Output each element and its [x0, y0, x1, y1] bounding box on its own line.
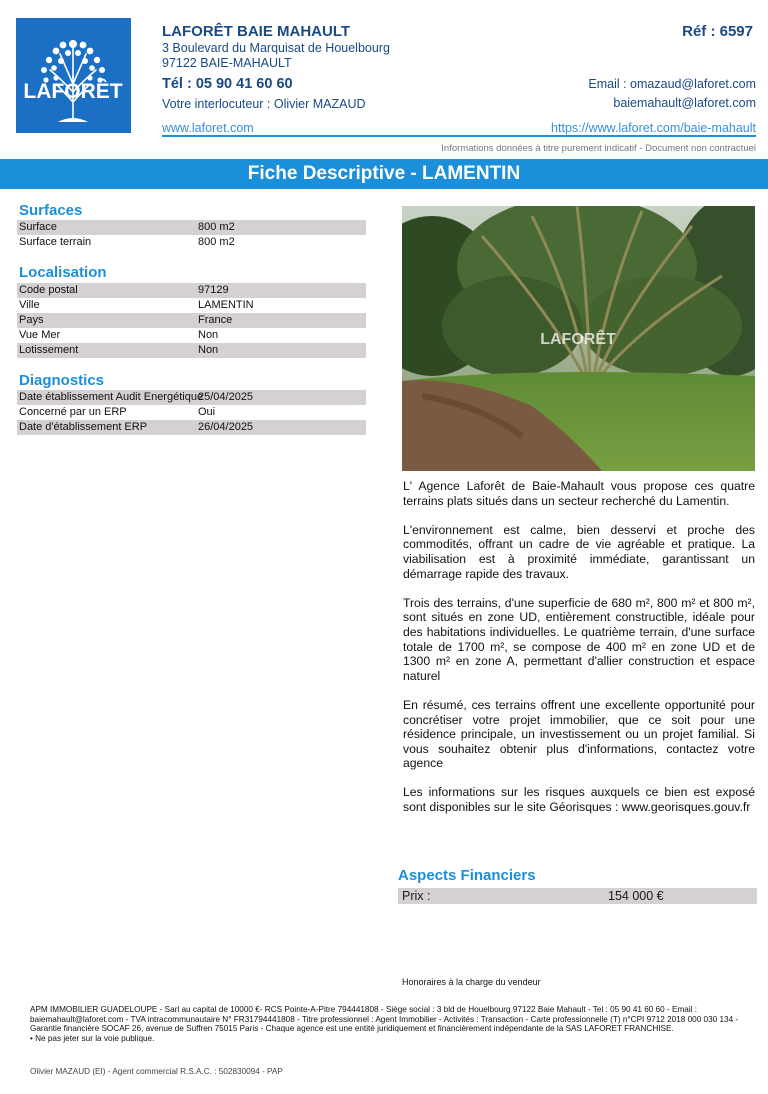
description-paragraph: Les informations sur les risques auxquels ce bien est exposé sont disponibles sur le site Géorisques : www.georisques.gouv.fr: [403, 785, 755, 815]
row-label: Lotissement: [19, 344, 79, 356]
header-divider: [162, 135, 756, 137]
row-value: 97129: [198, 284, 229, 296]
table-row: [17, 328, 366, 343]
contact-person: Votre interlocuteur : Olivier MAZAUD: [162, 97, 366, 111]
table-row: [17, 220, 366, 235]
legal-text: APM IMMOBILIER GUADELOUPE - Sarl au capital de 10000 €- RCS Pointe-A-Pitre 794441808 - Siège social : 3 bld de Houelbourg 97122 Baie Mahault - Tel : 05 90 41 60 60 - Email : baiemahault@laforet.com - TVA intracommunautaire N° FR31794441808 - Titre professionnel : Agent Immobilier - Activités : Transaction - Carte professionnelle (T) n°CPI 9712 2018 000 030 134 - Garantie financière SOCAF 26, avenue de Suffren 75015 Paris - Chaque agence est une entité juridiquement et financièrement indépendante de la SAS LAFORET FRANCHISE.: [30, 1005, 739, 1034]
page-title: Fiche Descriptive - LAMENTIN: [0, 159, 768, 189]
logo-text: LAFORÊT: [23, 80, 123, 103]
row-value: Non: [198, 329, 219, 341]
row-label: Vue Mer: [19, 329, 61, 341]
row-label: Surface terrain: [19, 236, 92, 248]
property-photo-image: [402, 206, 755, 471]
website-link[interactable]: www.laforet.com: [162, 121, 254, 135]
property-photo: [402, 206, 755, 471]
price-value: 154 000 €: [608, 889, 664, 903]
address-line-1: 3 Boulevard du Marquisat de Houelbourg: [162, 41, 390, 55]
row-value: 26/04/2025: [198, 421, 254, 433]
legal-note: • Ne pas jeter sur la voie publique.: [30, 1033, 155, 1043]
row-value: LAMENTIN: [198, 299, 254, 311]
address-line-2: 97122 BAIE-MAHAULT: [162, 56, 292, 70]
price-row: [398, 888, 757, 904]
description-paragraph: L'environnement est calme, bien desservi et proche des commodités, offrant un cadre de vie agréable et pratique. La viabilisation est à proximité immédiate, garantissant un démarrage rapide des travaux.: [403, 522, 755, 581]
diagnostics-title: Diagnostics: [19, 372, 105, 389]
description-paragraph: L' Agence Laforêt de Baie-Mahault vous propose ces quatre terrains plats situés dans un secteur recherché du Lamentin.: [403, 479, 755, 508]
fees-note: Honoraires à la charge du vendeur: [402, 977, 541, 987]
row-label: Ville: [19, 299, 40, 311]
reference-number: Réf : 6597: [682, 23, 753, 40]
row-value: 800 m2: [198, 221, 235, 233]
row-value: 800 m2: [198, 236, 235, 248]
legal-footer: [30, 1005, 742, 1043]
price-label: Prix :: [402, 889, 431, 903]
localisation-title: Localisation: [19, 264, 107, 281]
row-value: 25/04/2025: [198, 391, 254, 403]
row-label: Surface: [19, 221, 57, 233]
agent-line: Olivier MAZAUD (EI) - Agent commercial R.S.A.C. : 502830094 - PAP: [30, 1067, 283, 1076]
email-contact[interactable]: Email : omazaud@laforet.com: [588, 77, 756, 91]
disclaimer: Informations données à titre purement indicatif - Document non contractuel: [441, 143, 756, 154]
row-value: Oui: [198, 406, 216, 418]
laforet-logo: [16, 18, 131, 133]
agency-website-link[interactable]: https://www.laforet.com/baie-mahault: [551, 121, 756, 135]
property-description: [403, 479, 755, 829]
row-label: Concerné par un ERP: [19, 406, 127, 418]
financial-title: Aspects Financiers: [398, 867, 536, 884]
phone-number[interactable]: Tél : 05 90 41 60 60: [162, 76, 293, 92]
table-row: [17, 283, 366, 298]
table-row: [17, 405, 366, 420]
table-row: [17, 298, 366, 313]
row-label: Date d'établissement ERP: [19, 421, 148, 433]
row-value: France: [198, 314, 233, 326]
photo-watermark: LAFORÊT: [540, 331, 616, 348]
row-label: Pays: [19, 314, 44, 326]
description-paragraph: En résumé, ces terrains offrent une excellente opportunité pour concrétiser votre projet immobilier, que ce soit pour une résidence principale, un investissement ou un projet familial. Si vous souhaitez obtenir plus d'informations, contactez votre agence: [403, 697, 755, 771]
row-value: Non: [198, 344, 219, 356]
surfaces-title: Surfaces: [19, 202, 83, 219]
agency-name: LAFORÊT BAIE MAHAULT: [162, 23, 351, 40]
row-label: Code postal: [19, 284, 78, 296]
table-row: [17, 313, 366, 328]
table-row: [17, 235, 366, 250]
table-row: [17, 343, 366, 358]
row-label: Date établissement Audit Energétique: [19, 391, 204, 403]
table-row: [17, 420, 366, 435]
email-agency[interactable]: baiemahault@laforet.com: [613, 96, 756, 110]
table-row: [17, 390, 366, 405]
description-paragraph: Trois des terrains, d'une superficie de 680 m², 800 m² et 800 m², sont situés en zone UD, entièrement constructible, idéale pour des habitations individuelles. Le quatrième terrain, d'une surface totale de 1700 m², se compose de 400 m² en zone UD et de 1300 m² en zone A, permettant d'allier construction et espace naturel: [403, 595, 755, 683]
tree-logo-icon: [16, 18, 131, 133]
